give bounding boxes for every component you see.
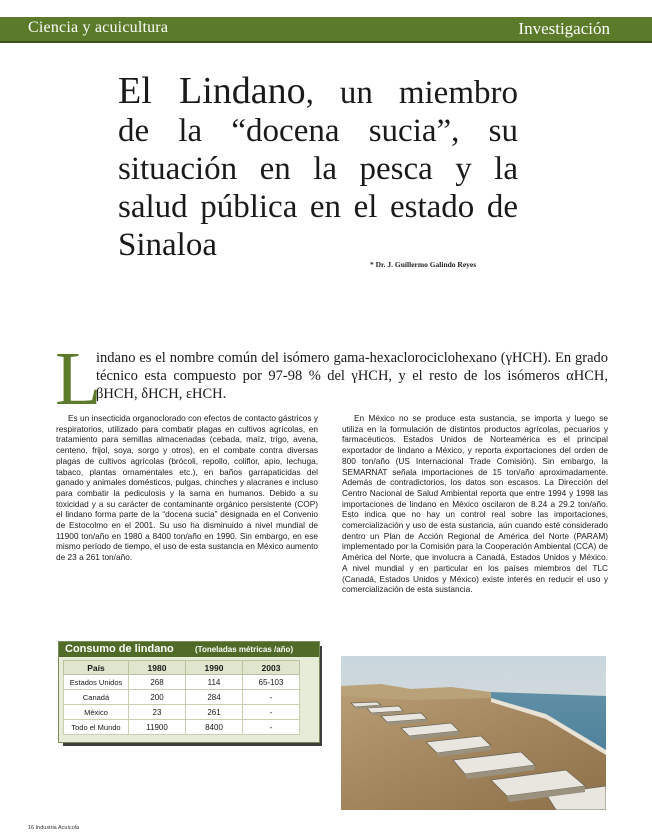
table-cell: 200: [129, 690, 186, 705]
consumption-table: [58, 641, 320, 743]
body-paragraph: Es un insecticida organoclorado con efectos de contacto gástricos y respiratorios, utilizado para combatir plagas en cultivos agrícolas, en tratamiento para semillas almacenadas (cebada, maíz, trigo, avena, centeno, frijol, soya, sorgo y otros), en el combate contra diversas plagas de cultivos agrícolas (brócoli, repollo, coliflor, apio, lechuga, tabaco, plantas ornamentales etc.), en baños garrapaticidas del ganado y animales domésticos, pulgas, chinches y alacranes e incluso para combatir la pediculosis y la sarna en humanos. Debido a su toxicidad y a su carácter de contaminante orgánico persistente (COP) el lindano forma parte de la “docena sucia” designada en el Convenio de Estocolmo en el 2001. Su uso ha disminuido a nivel mundial de 11900 ton/año en 1980 a 8400 ton/año en 1990. Sin embargo, en ese mismo período de tiempo, el uso de esta sustancia en México aumento de 23 a 261 ton/año.: [56, 413, 318, 563]
title-line-5: Sinaloa: [118, 227, 217, 263]
header-divider: [0, 41, 652, 43]
author-byline: * Dr. J. Guillermo Galindo Reyes: [370, 260, 477, 269]
table-cell: -: [243, 720, 300, 735]
table-cell: 8400: [186, 720, 243, 735]
body-paragraph: En México no se produce esta sustancia, se importa y luego se utiliza en la formulación de distintos productos agrícolas, pecuarios y farmacéuticos. Estados Unidos de Norteamérica es el principal exportador de lindano a México, y reporta exportaciones del orden de 800 ton/año (US Internacional Trade Comisión). Sin embargo, la SEMARNAT señala importaciones de 15 ton/año aproximadamente. Además de contradictorios, los datos son escasos. La Dirección del Centro Nacional de Salud Ambiental reporta que entre 1994 y 1998 las importaciones de lindano en México oscilaron de 8.24 a 29.2 ton/año. Esto indica que no hay un control real sobre las importaciones, comercialización y uso de esta sustancia, aún cuando esté considerado dentro un Plan de Acción Regional de América del Norte (PARAM) implementado por la Comisión para la Cooperación Ambiental (CCA) de América del Norte, que involucra a Canadá, Estados Unidos y México. A nivel mundial y en particular en los países miembros del TLC (Canadá, Estados Unidos y México) existe interés en reducir el uso y comercialización de esta sustancia.: [342, 413, 608, 595]
body-column-right: [342, 413, 608, 595]
table-title: Consumo de lindano: [65, 643, 174, 655]
beach-boats-illustration: [341, 656, 606, 810]
table-cell: 11900: [129, 720, 186, 735]
body-column-left: [56, 413, 318, 563]
table-row: [64, 720, 300, 735]
table-units: (Toneladas métricas /año): [195, 645, 294, 654]
table-row: [64, 675, 300, 690]
column-header: País: [64, 661, 129, 675]
section-label: Ciencia y acuicultura: [28, 19, 169, 36]
title-line-1: [118, 72, 518, 112]
table-row: [64, 690, 300, 705]
table-cell: 284: [186, 690, 243, 705]
title-line-4: salud pública en el estado de: [118, 189, 518, 225]
category-label: Investigación: [518, 19, 610, 38]
table-cell: 23: [129, 705, 186, 720]
title-line-1-rest: , un miembro: [305, 75, 518, 111]
beach-boats-photo: [341, 656, 606, 810]
article-title: [118, 72, 518, 264]
table-cell: 268: [129, 675, 186, 690]
column-header: 2003: [243, 661, 300, 675]
lead-paragraph: [96, 349, 608, 403]
table-cell: México: [64, 705, 129, 720]
table-header-row: [64, 661, 300, 675]
table-cell: 114: [186, 675, 243, 690]
title-line-2: de la “docena sucia”, su: [118, 113, 518, 149]
column-header: 1980: [129, 661, 186, 675]
table-cell: 261: [186, 705, 243, 720]
table-cell: Canadá: [64, 690, 129, 705]
table-cell: 65-103: [243, 675, 300, 690]
drop-cap: L: [55, 337, 102, 421]
title-line-3: situación en la pesca y la: [118, 151, 518, 187]
data-grid: [63, 660, 300, 735]
table-cell: Estados Unidos: [64, 675, 129, 690]
page-footer: 16 Industria Acuícola: [28, 825, 80, 831]
lead-text: indano es el nombre común del isómero gama-hexaclorociclohexano (γHCH). En grado técnico esta compuesto por 97-98 % del γHCH, y el resto de los isómeros αHCH, βHCH, δHCH, εHCH.: [96, 350, 608, 402]
title-emphasis: El Lindano: [118, 70, 306, 112]
table-header-bar: [59, 642, 319, 657]
column-header: 1990: [186, 661, 243, 675]
table-cell: -: [243, 705, 300, 720]
table-cell: -: [243, 690, 300, 705]
table-row: [64, 705, 300, 720]
table-cell: Todo el Mundo: [64, 720, 129, 735]
